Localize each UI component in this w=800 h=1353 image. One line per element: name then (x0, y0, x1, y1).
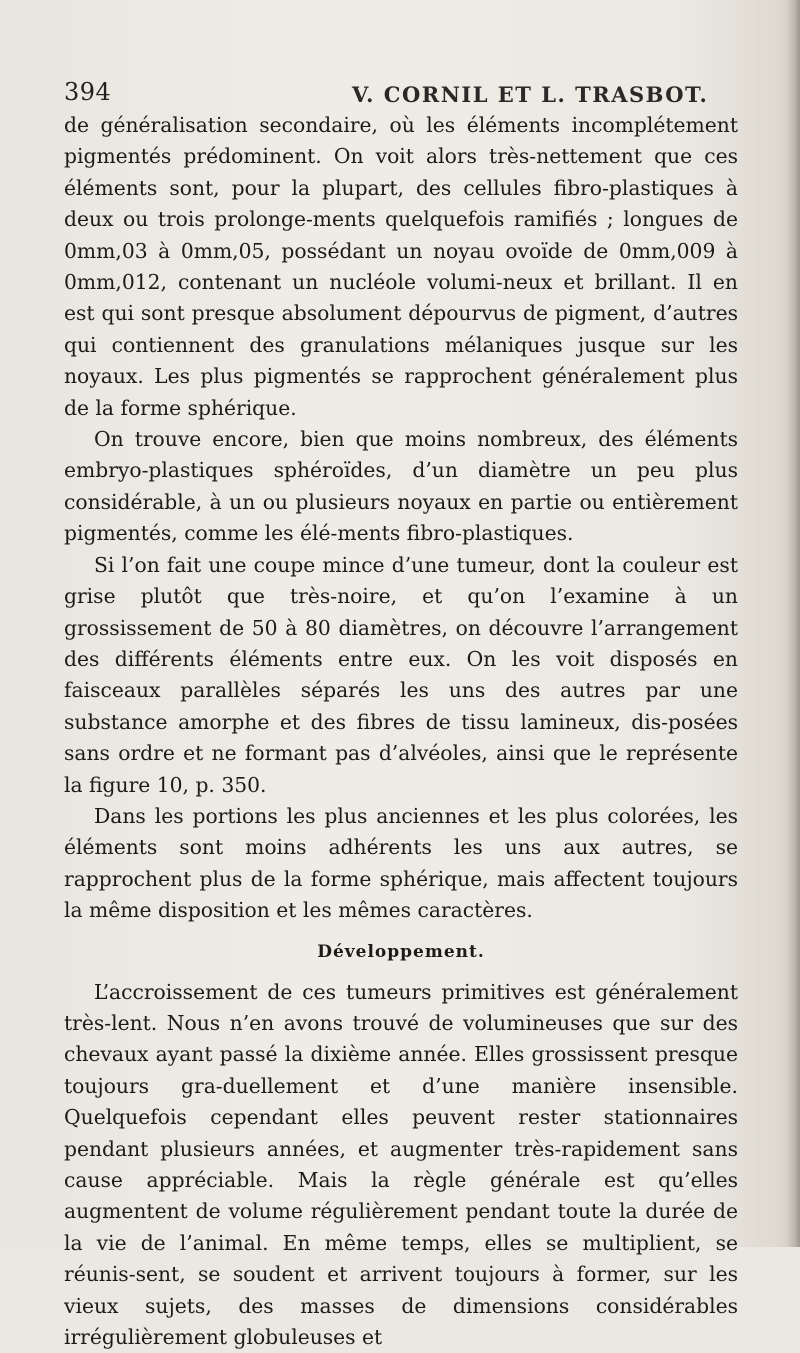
page-number: 394 (64, 78, 112, 106)
section-paragraph-1: L’accroissement de ces tumeurs primitives est généralement très-lent. Nous n’en avons trouvé de volumineuses que sur des chevaux ayant passé la dixième année. Elles grossissent presque toujours gra-duellement et d’une manière insensible. Quelquefois cependant elles peuvent rester stationnaires pendant plusieurs années, et augmenter très-rapidement sans cause appréciable. Mais la règle générale est qu’elles augmentent de volume régulièrement pendant toute la durée de la vie de l’animal. En même temps, elles se multiplient, se réunis-sent, se soudent et arrivent toujours à former, sur les vieux sujets, des masses de dimensions considérables irrégulièrement globuleuses et (64, 979, 738, 1350)
paragraph-1: de généralisation secondaire, où les éléments incomplétement pigmentés prédominent. On voit alors très-nettement que ces éléments sont, pour la plupart, des cellules fibro-plastiques à deux ou trois prolonge-ments quelquefois ramifiés ; longues de 0mm,03 à 0mm,05, possédant un noyau ovoïde de 0mm,009 à 0mm,012, contenant un nucléole volumi-neux et brillant. Il en est qui sont presque absolument dépourvus de pigment, d’autres qui contiennent des granulations mélaniques jusque sur les noyaux. Les plus pigmentés se rapprochent généralement plus de la forme sphérique. (64, 113, 738, 420)
section-title: Développement. (317, 941, 485, 962)
paragraph-2: On trouve encore, bien que moins nombreux, des éléments embryo-plastiques sphéroïdes, d’un diamètre un peu plus considérable, à un ou plusieurs noyaux en partie ou entièrement pigmentés, comme les élé-ments fibro-plastiques. (64, 427, 738, 546)
body-text (64, 110, 738, 1353)
page-edge-shadow (786, 0, 800, 1247)
running-head: V. CORNIL ET L. TRASBOT. (352, 82, 709, 107)
page-header (64, 78, 740, 114)
paragraph-4: Dans les portions les plus anciennes et les plus colorées, les éléments sont moins adhérents les uns aux autres, se rapprochent plus de la forme sphérique, mais affectent toujours la même disposition et les mêmes caractères. (64, 803, 738, 923)
paragraph-3: Si l’on fait une coupe mince d’une tumeur, dont la couleur est grise plutôt que très-noire, et qu’on l’examine à un grossissement de 50 à 80 diamètres, on découvre l’arrangement des différents éléments entre eux. On les voit disposés en faisceaux parallèles séparés les uns des autres par une substance amorphe et des fibres de tissu lamineux, dis-posées sans ordre et ne formant pas d’alvéoles, ainsi que le représente la figure 10, p. 350. (64, 552, 738, 797)
